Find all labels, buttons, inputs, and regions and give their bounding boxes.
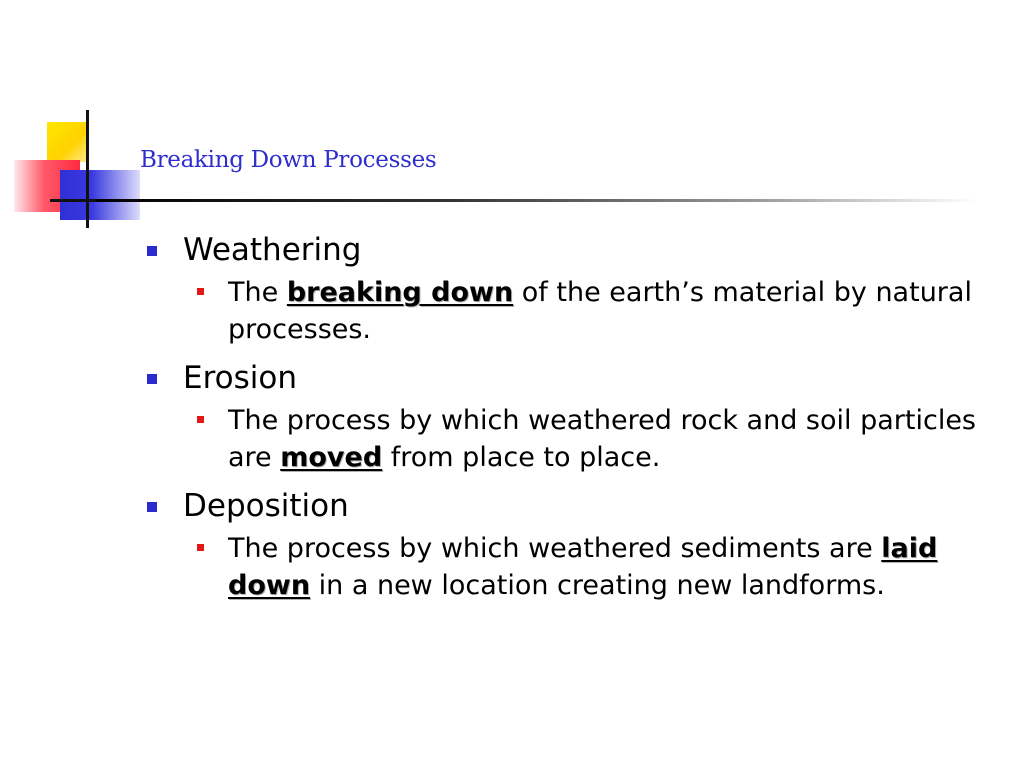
- sub-bullet-deposition: [228, 530, 988, 604]
- square-bullet-icon: [147, 502, 157, 512]
- square-bullet-icon: [197, 288, 204, 295]
- sub-bullet-text-after: of the earth’s material by natural processes.: [228, 277, 972, 345]
- bullet-item-weathering: [145, 226, 1005, 274]
- sub-bullet-text-before: The: [228, 277, 287, 308]
- decorative-horizontal-line: [50, 199, 100, 202]
- sub-bullet-text-before: The process by which weathered rock and soil particles are: [228, 405, 976, 473]
- emphasized-term: breaking down: [286, 277, 514, 308]
- square-bullet-icon: [147, 374, 157, 384]
- bullet-list: [145, 226, 1005, 604]
- decorative-yellow-square: [47, 122, 87, 162]
- emphasized-term: moved: [280, 442, 383, 473]
- bullet-heading: Weathering: [183, 232, 362, 268]
- sub-bullet-text-after: in a new location creating new landforms.: [310, 570, 885, 601]
- square-bullet-icon: [147, 246, 157, 256]
- sub-bullet-text-after: from place to place.: [382, 442, 661, 473]
- decorative-vertical-line: [86, 110, 89, 228]
- bullet-item-erosion: [145, 354, 1005, 402]
- bullet-item-deposition: [145, 482, 1005, 530]
- square-bullet-icon: [197, 416, 204, 423]
- sub-bullet-weathering: [228, 274, 988, 348]
- bullet-heading: Erosion: [183, 360, 297, 396]
- decorative-blue-square: [60, 170, 140, 220]
- title-divider: [96, 199, 976, 202]
- sub-bullet-text-before: The process by which weathered sediments are: [228, 533, 882, 564]
- sub-bullet-erosion: [228, 402, 988, 476]
- emphasized-term: laid down: [228, 533, 938, 601]
- slide-title: Breaking Down Processes: [140, 147, 437, 173]
- square-bullet-icon: [197, 544, 204, 551]
- bullet-heading: Deposition: [183, 488, 349, 524]
